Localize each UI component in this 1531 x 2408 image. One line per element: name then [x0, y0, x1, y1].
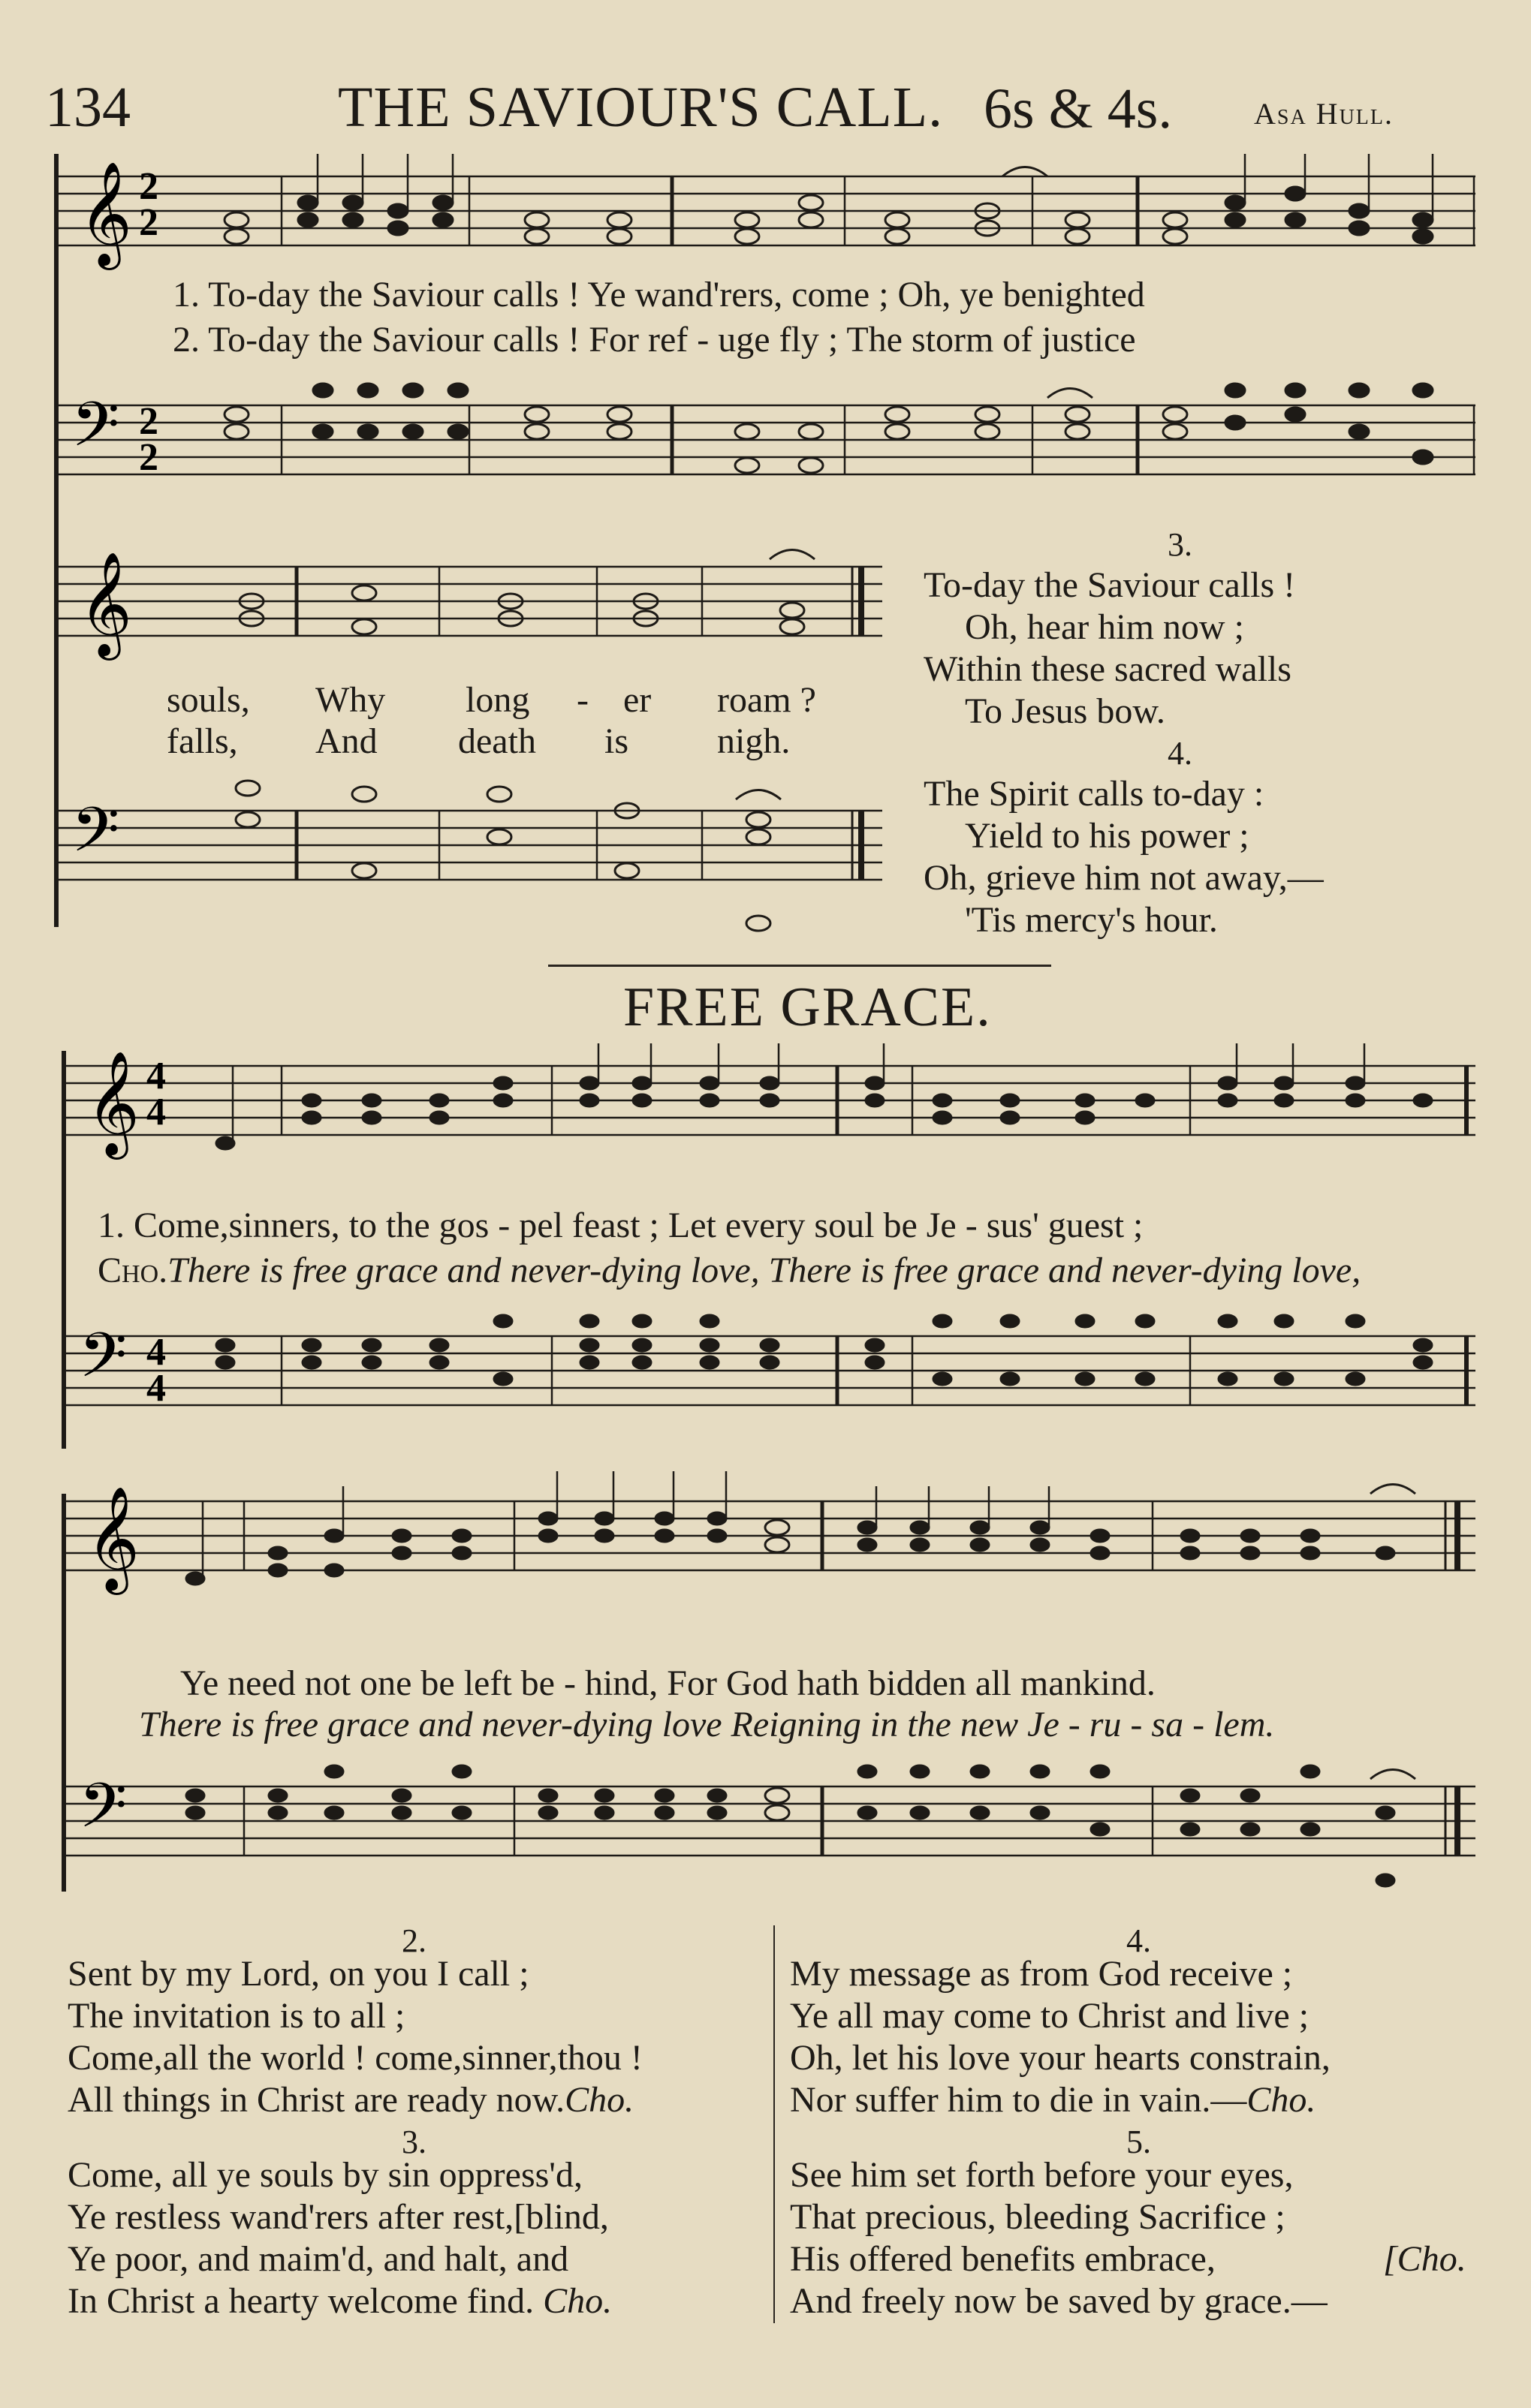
- side-verse-4-number: 4.: [1168, 735, 1192, 772]
- treble-clef-icon: 𝄞: [86, 1488, 140, 1588]
- side-verse-3-line-4: To Jesus bow.: [965, 691, 1165, 731]
- hymn1-s2-v1-w2: Why: [315, 680, 386, 720]
- verse-2-number: 2.: [402, 1922, 426, 1959]
- svg-text:2: 2: [139, 400, 158, 443]
- svg-text:2: 2: [139, 201, 158, 244]
- hymn1-s2-v2-w2: And: [315, 721, 378, 761]
- page-header: [45, 75, 1487, 143]
- svg-text:2: 2: [139, 436, 158, 479]
- treble-clef-icon: 𝄞: [79, 554, 132, 654]
- hymn1-system1-bass-staff: [56, 368, 1475, 518]
- verse-2-chorus-ref: Cho.: [565, 2080, 634, 2120]
- hymn2-system1-bass-staff: [64, 1299, 1475, 1449]
- verse-2-line-4-row: [68, 2079, 634, 2121]
- side-verse-4-line-3: Oh, grieve him not away,—: [924, 858, 1324, 898]
- hymn2-s2-bass-notes: [186, 1765, 1394, 1886]
- verse-4-line-3: Oh, let his love your hearts constrain,: [790, 2038, 1331, 2078]
- verse-3-line-1: Come, all ye souls by sin oppress'd,: [68, 2155, 583, 2195]
- svg-text:4: 4: [146, 1331, 166, 1374]
- verse-2-line-2: The invitation is to all ;: [68, 1996, 405, 2036]
- bass-clef-icon: 𝄢: [79, 1322, 128, 1405]
- verse-5-line-3-row: [790, 2238, 1466, 2280]
- hymn2-s1-treble-notes: [216, 1077, 1432, 1149]
- bass-clef-icon: 𝄢: [71, 796, 120, 880]
- treble-clef-icon: 𝄞: [86, 1053, 140, 1153]
- verse-3-chorus-ref: Cho.: [543, 2281, 613, 2321]
- hymn1-s2-v1-w5: er: [623, 680, 652, 720]
- composer: Asa Hull.: [1254, 97, 1394, 131]
- hymn-meter: 6s & 4s.: [984, 77, 1173, 140]
- hymn2-s1-chorus: There is free grace and never-dying love, There is free grace and never-dying love,: [167, 1251, 1361, 1290]
- hymn2-system1-treble-staff: [64, 1043, 1475, 1186]
- hymn1-s2-v2-w5: nigh.: [717, 721, 791, 761]
- hymn1-system2-bass-staff: [56, 766, 882, 946]
- verse-5-line-2: That precious, bleeding Sacrifice ;: [790, 2197, 1285, 2237]
- chorus-label: Cho.: [98, 1251, 168, 1290]
- verse-3-number: 3.: [402, 2124, 426, 2160]
- page-number: 134: [45, 76, 131, 139]
- hymn1-s1-verse1: 1. To-day the Saviour calls ! Ye wand'rers, come ; Oh, ye benighted: [173, 275, 1145, 315]
- hymn2-s1-chorus-row: [98, 1250, 1361, 1291]
- section-divider: [548, 965, 1051, 967]
- verse-4-line-4-row: [790, 2079, 1316, 2121]
- hymn2-s2-verse1: Ye need not one be left be - hind, For God hath bidden all mankind.: [180, 1663, 1156, 1703]
- treble-clef-icon: 𝄞: [79, 164, 132, 263]
- verse-3-line-2: Ye restless wand'rers after rest,[blind,: [68, 2197, 609, 2237]
- verse-2-line-4: All things in Christ are ready now.: [68, 2080, 565, 2120]
- side-verse-4-line-4: 'Tis mercy's hour.: [965, 900, 1218, 940]
- svg-text:4: 4: [146, 1367, 166, 1410]
- verse-5-line-3: His offered benefits embrace,: [790, 2239, 1216, 2279]
- side-verse-4-line-1: The Spirit calls to-day :: [924, 774, 1264, 814]
- verse-3-line-4: In Christ a hearty welcome find.: [68, 2281, 535, 2321]
- verse-3-line-3: Ye poor, and maim'd, and halt, and: [68, 2239, 569, 2279]
- hymn2-s2-chorus: There is free grace and never-dying love Reigning in the new Je - ru - sa - lem.: [139, 1705, 1275, 1744]
- verse-4-line-2: Ye all may come to Christ and live ;: [790, 1996, 1309, 2036]
- hymn2-s1-verse1: 1. Come,sinners, to the gos - pel feast ; Let every soul be Je - sus' guest ;: [98, 1206, 1144, 1245]
- bass-clef-icon: 𝄢: [71, 391, 120, 474]
- side-verse-3-number: 3.: [1168, 526, 1192, 563]
- side-verse-3-line-1: To-day the Saviour calls !: [924, 565, 1296, 605]
- hymn1-s2-v1-w4: -: [577, 680, 589, 720]
- verse-2-line-1: Sent by my Lord, on you I call ;: [68, 1954, 529, 1994]
- svg-text:4: 4: [146, 1091, 166, 1133]
- hymn1-s2-treble-notes: [240, 585, 804, 634]
- hymn-title: THE SAVIOUR'S CALL.: [338, 76, 944, 139]
- hymn1-s2-v2-w3: death: [458, 721, 536, 761]
- verse-2-line-3: Come,all the world ! come,sinner,thou !: [68, 2038, 643, 2078]
- hymn2-system2-treble-staff: [64, 1471, 1475, 1614]
- verse-4-line-4: Nor suffer him to die in vain.—: [790, 2080, 1247, 2120]
- hymn1-s2-v1-w3: long: [466, 680, 530, 720]
- verse-5-line-4: And freely now be saved by grace.—: [790, 2281, 1328, 2321]
- column-divider: [773, 1925, 775, 2323]
- verse-4-line-1: My message as from God receive ;: [790, 1954, 1293, 1994]
- verse-3-line-4-row: [68, 2280, 612, 2322]
- side-verse-3-line-3: Within these sacred walls: [924, 649, 1291, 689]
- verse-5-number: 5.: [1126, 2124, 1151, 2160]
- bass-clef-icon: 𝄢: [79, 1772, 128, 1856]
- hymn1-s2-v2-w4: is: [604, 721, 629, 761]
- hymn1-s2-v1-w1: souls,: [167, 680, 250, 720]
- verse-5-chorus-ref: [Cho.: [1383, 2239, 1466, 2279]
- verse-5-line-1: See him set forth before your eyes,: [790, 2155, 1294, 2195]
- hymn1-s1-verse2: 2. To-day the Saviour calls ! For ref - uge fly ; The storm of justice: [173, 320, 1136, 360]
- hymn1-s2-v1-w6: roam ?: [717, 680, 816, 720]
- hymn1-s2-v2-w1: falls,: [167, 721, 238, 761]
- side-verse-4-line-2: Yield to his power ;: [965, 816, 1249, 856]
- svg-text:2: 2: [139, 165, 158, 208]
- hymn2-s2-treble-notes: [186, 1513, 1394, 1585]
- verse-4-chorus-ref: Cho.: [1246, 2080, 1316, 2120]
- hymn1-system2-treble-staff: [56, 537, 882, 664]
- hymn1-s1-bass-notes: [225, 384, 1433, 473]
- hymn2-title: FREE GRACE.: [623, 977, 992, 1038]
- hymn2-system2-bass-staff: [64, 1749, 1475, 1922]
- svg-text:4: 4: [146, 1055, 166, 1097]
- hymn1-system1-treble-staff: [56, 154, 1475, 266]
- verse-4-number: 4.: [1126, 1922, 1151, 1959]
- hymn1-s2-bass-notes: [236, 781, 770, 931]
- hymn1-s1-treble-notes: [225, 187, 1433, 244]
- side-verse-3-line-2: Oh, hear him now ;: [965, 607, 1244, 647]
- hymn2-s1-bass-notes: [216, 1315, 1432, 1385]
